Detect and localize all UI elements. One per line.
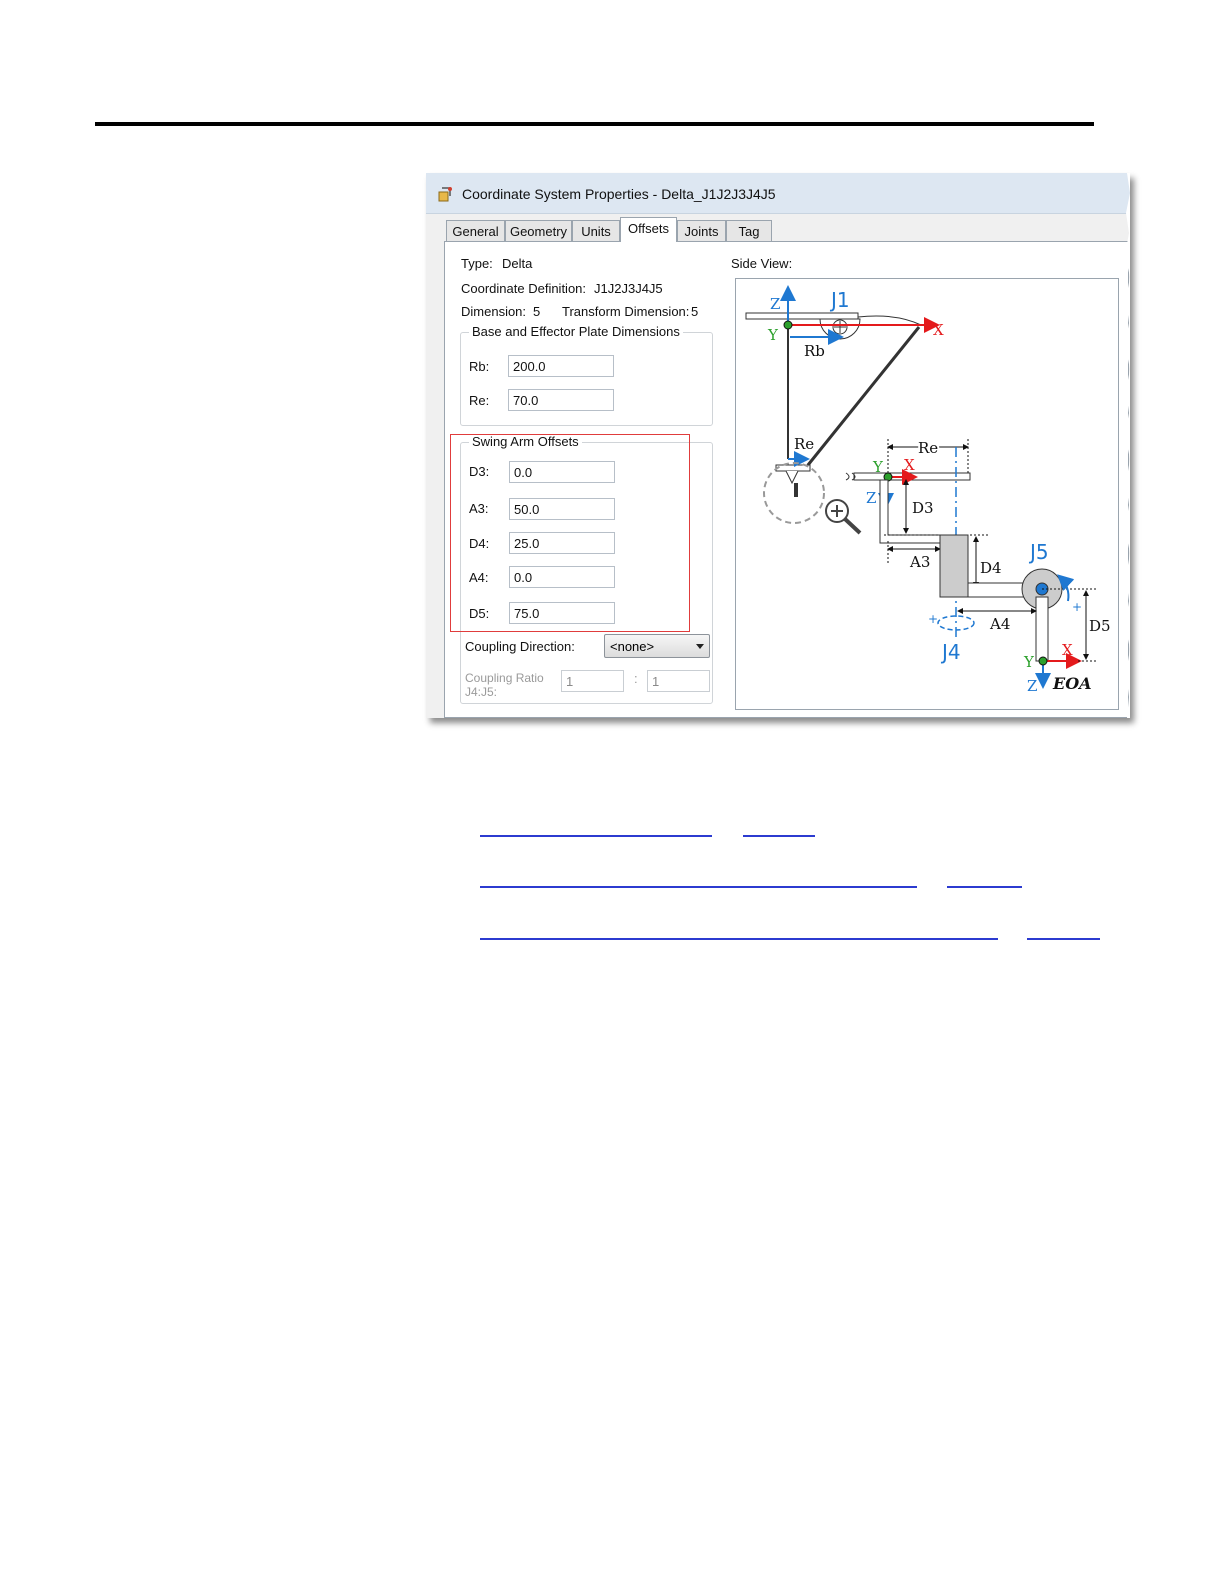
base-effector-title: Base and Effector Plate Dimensions — [469, 324, 683, 339]
effector-z-label: Z — [866, 489, 877, 507]
side-view-label: Side View: — [731, 256, 793, 271]
type-value: Delta — [502, 256, 533, 271]
d4-input[interactable]: 25.0 — [509, 532, 615, 554]
coupling-ratio-sublabel: J4:J5: — [465, 685, 498, 699]
eoa-label: EOA — [1053, 674, 1092, 693]
rb-input[interactable]: 200.0 — [508, 355, 614, 377]
coord-def-value: J1J2J3J4J5 — [594, 281, 663, 296]
link-2[interactable] — [480, 886, 917, 888]
d3-label: D3: — [469, 464, 490, 479]
a3-label: A3: — [469, 501, 489, 516]
d4-label: D4: — [469, 536, 490, 551]
coupling-ratio-b-input[interactable]: 1 — [647, 670, 710, 692]
base-x-label: X — [933, 321, 944, 339]
coordinate-system-icon — [438, 186, 454, 202]
base-effector-group — [460, 324, 713, 426]
transform-dimension-value: 5 — [691, 304, 699, 319]
link-1[interactable] — [480, 835, 712, 837]
dialog-title: Coordinate System Properties - Delta_J1J2J3J4J5 — [462, 186, 776, 202]
type-label: Type: — [461, 256, 493, 271]
base-z-label: Z — [770, 295, 781, 313]
link-3[interactable] — [480, 938, 998, 940]
tab-offsets[interactable]: Offsets — [620, 217, 677, 242]
a4-label: A4: — [469, 570, 489, 585]
coupling-direction-value: <none> — [610, 639, 655, 654]
transform-dimension-label: Transform Dimension: — [562, 304, 690, 319]
re-label: Re: — [469, 393, 490, 408]
j4-label: J4 — [942, 640, 961, 664]
link-2-page[interactable] — [947, 886, 1022, 888]
eoa-shaft — [1036, 597, 1048, 661]
tab-units[interactable]: Units — [572, 220, 620, 241]
link-1-page[interactable] — [743, 835, 815, 837]
tab-joints[interactable]: Joints — [677, 220, 726, 241]
d4-dimension-label: D4 — [980, 559, 1002, 577]
j4-housing — [940, 535, 968, 597]
coupling-direction-select[interactable] — [604, 634, 710, 658]
svg-text:+: + — [1072, 600, 1083, 614]
d5-label: D5: — [469, 606, 490, 621]
svg-text:+: + — [928, 612, 939, 626]
j1-label: J1 — [831, 288, 850, 312]
effector-y-label: Y — [873, 458, 883, 476]
coupling-direction-label: Coupling Direction: — [465, 639, 575, 654]
d3-input[interactable]: 0.0 — [509, 461, 615, 483]
eoa-x-label: X — [1062, 641, 1073, 659]
dialog-titlebar — [426, 173, 1130, 214]
dimension-label: Dimension: — [461, 304, 527, 319]
tab-tag[interactable]: Tag — [726, 220, 772, 241]
effector-x-label: X — [904, 456, 915, 474]
d3-dimension-label: D3 — [912, 499, 934, 517]
j5-label: J5 — [1030, 540, 1049, 564]
dimension-value: 5 — [533, 304, 541, 319]
re-dimension-label: Re — [918, 439, 939, 457]
coupling-ratio-separator: : — [634, 671, 638, 686]
swing-arm-title: Swing Arm Offsets — [469, 434, 582, 449]
base-y-label: Y — [768, 326, 778, 344]
tab-general[interactable]: General — [446, 220, 505, 241]
eoa-z-label: Z — [1027, 677, 1038, 695]
chevron-down-icon — [696, 644, 704, 649]
offsets-panel — [444, 241, 1129, 718]
a3-input[interactable]: 50.0 — [509, 498, 615, 520]
coord-def-label: Coordinate Definition: — [461, 281, 587, 296]
a4-dimension-label: A4 — [990, 615, 1011, 633]
coupling-ratio-a-input[interactable]: 1 — [561, 670, 624, 692]
tab-geometry[interactable]: Geometry — [505, 220, 572, 241]
d5-input[interactable]: 75.0 — [509, 602, 615, 624]
eoa-y-label: Y — [1024, 653, 1034, 671]
torn-edge — [1124, 173, 1130, 718]
upper-arm — [858, 316, 921, 325]
side-view-diagram — [736, 279, 1118, 709]
zoom-in-icon — [826, 500, 860, 533]
base-plate — [746, 313, 858, 319]
rb-dimension-label: Rb — [804, 342, 825, 360]
a4-input[interactable]: 0.0 — [509, 566, 615, 588]
re-input[interactable]: 70.0 — [508, 389, 614, 411]
rb-label: Rb: — [469, 359, 490, 374]
d5-dimension-label: D5 — [1089, 617, 1111, 635]
coupling-ratio-label: Coupling Ratio — [465, 671, 544, 685]
coordinate-system-dialog — [426, 173, 1130, 718]
re-small-label: Re — [794, 435, 815, 453]
link-3-page[interactable] — [1027, 938, 1100, 940]
header-rule — [95, 122, 1094, 126]
side-view-frame — [735, 278, 1119, 710]
a3-dimension-label: A3 — [910, 553, 931, 571]
